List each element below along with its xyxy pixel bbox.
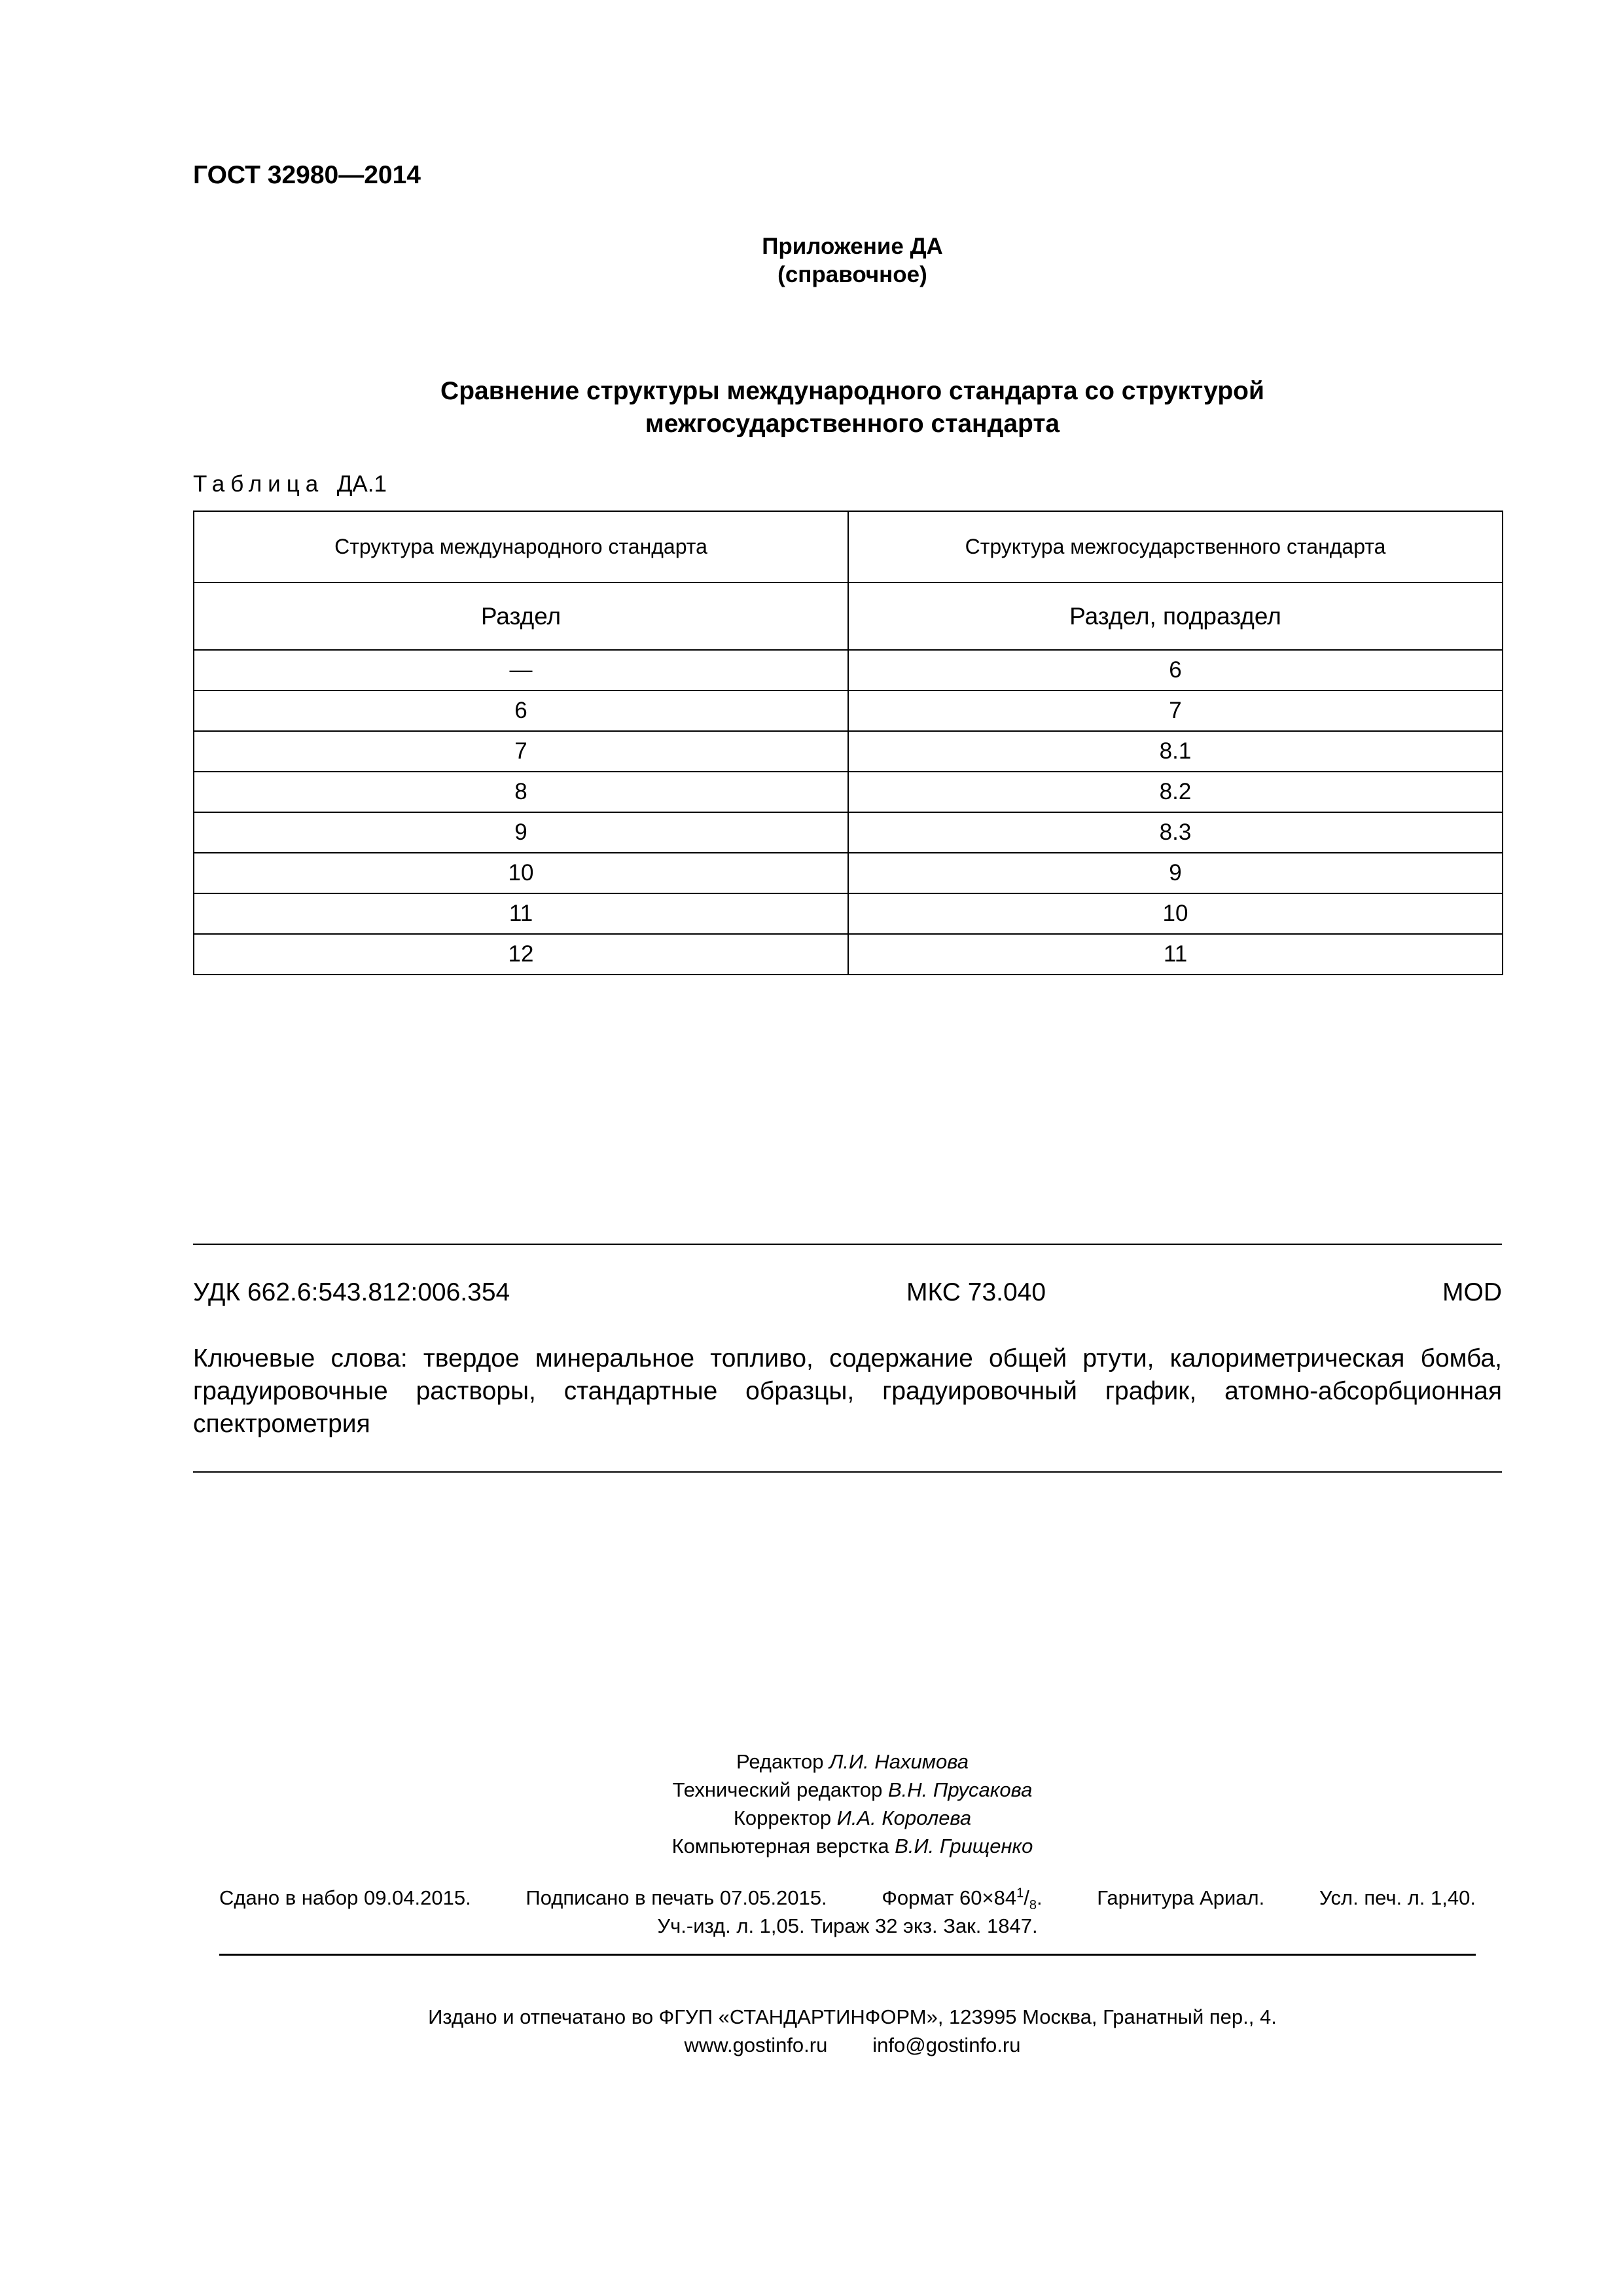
table-row [194, 650, 1503, 691]
table-cell: 9 [848, 853, 1503, 893]
table-subheader-cell: Раздел [194, 583, 848, 650]
divider-publisher [219, 1954, 1476, 1956]
divider-bottom [193, 1471, 1502, 1473]
print-format: Формат $60\times 84^1/_8$. [882, 1886, 1043, 1913]
table-cell: 6 [848, 650, 1503, 691]
mks-code: МКС 73.040 [906, 1278, 1046, 1306]
credits [0, 1748, 1623, 1860]
publisher-email-link[interactable]: info@gostinfo.ru [872, 2034, 1021, 2056]
page-title [0, 375, 1623, 440]
table-subheader-cell: Раздел, подраздел [848, 583, 1503, 650]
print-signed: Подписано в печать 07.05.2015. [526, 1886, 827, 1909]
credit-corrector: Корректор И.А. Королева [733, 1806, 972, 1829]
publisher-website-link[interactable]: www.gostinfo.ru [684, 2034, 828, 2056]
publisher-address: Издано и отпечатано во ФГУП «СТАНДАРТИНФОРМ», 123995 Москва, Гранатный пер., 4. [428, 2005, 1277, 2028]
table-cell: 11 [194, 893, 848, 934]
table-caption-word: Таблица [193, 471, 325, 497]
table-row [194, 934, 1503, 975]
credit-tech-editor: Технический редактор В.Н. Прусакова [672, 1778, 1033, 1801]
print-info-row-1 [219, 1884, 1476, 1912]
table-cell: — [194, 650, 848, 691]
table-caption [193, 471, 387, 497]
annex-heading [0, 232, 1623, 289]
table-header-cell: Структура межгосударственного стандарта [848, 511, 1503, 583]
divider-top [193, 1244, 1502, 1245]
page-title-line-1: Сравнение структуры международного стандарта со структурой [440, 377, 1264, 405]
table-cell: 11 [848, 934, 1503, 975]
table-cell: 6 [194, 691, 848, 731]
table-row [194, 691, 1503, 731]
annex-subtitle: (справочное) [777, 262, 927, 287]
publisher-info [0, 2003, 1623, 2059]
mod-label: MOD [1442, 1278, 1502, 1306]
print-font: Гарнитура Ариал. [1097, 1886, 1265, 1909]
table-header-row [194, 511, 1503, 583]
table-cell: 7 [848, 691, 1503, 731]
annex-title: Приложение ДА [762, 234, 943, 259]
table-cell: 7 [194, 731, 848, 772]
publisher-contacts [0, 2031, 1623, 2059]
print-sheets: Усл. печ. л. 1,40. [1319, 1886, 1476, 1909]
table-subheader-row [194, 583, 1503, 650]
table-cell: 8 [194, 772, 848, 812]
table-row [194, 812, 1503, 853]
print-info [219, 1884, 1476, 1940]
table-header-cell: Структура международного стандарта [194, 511, 848, 583]
print-submitted: Сдано в набор 09.04.2015. [219, 1886, 471, 1909]
table-cell: 8.2 [848, 772, 1503, 812]
table-row [194, 853, 1503, 893]
document-code: ГОСТ 32980—2014 [193, 161, 421, 189]
table-row [194, 893, 1503, 934]
table-cell: 12 [194, 934, 848, 975]
table-cell: 8.1 [848, 731, 1503, 772]
table-row [194, 731, 1503, 772]
credit-editor: Редактор Л.И. Нахимова [736, 1750, 969, 1773]
keywords: Ключевые слова: твердое минеральное топливо, содержание общей ртути, калориметрическая бомба, градуировочные растворы, стандартные образцы, градуировочный график, атомно-абсорбционная спектрометрия [193, 1344, 1502, 1438]
table-caption-number: ДА.1 [336, 471, 387, 497]
print-info-row-2: Уч.-изд. л. 1,05. Тираж 32 экз. Зак. 1847. [657, 1914, 1038, 1937]
udk-code: УДК 662.6:543.812:006.354 [193, 1278, 510, 1306]
comparison-table [193, 511, 1503, 975]
table-row [194, 772, 1503, 812]
page-title-line-2: межгосударственного стандарта [645, 410, 1060, 438]
table-cell: 10 [194, 853, 848, 893]
table-cell: 8.3 [848, 812, 1503, 853]
table-cell: 10 [848, 893, 1503, 934]
table-cell: 9 [194, 812, 848, 853]
credit-layout: Компьютерная верстка В.И. Грищенко [671, 1835, 1033, 1857]
